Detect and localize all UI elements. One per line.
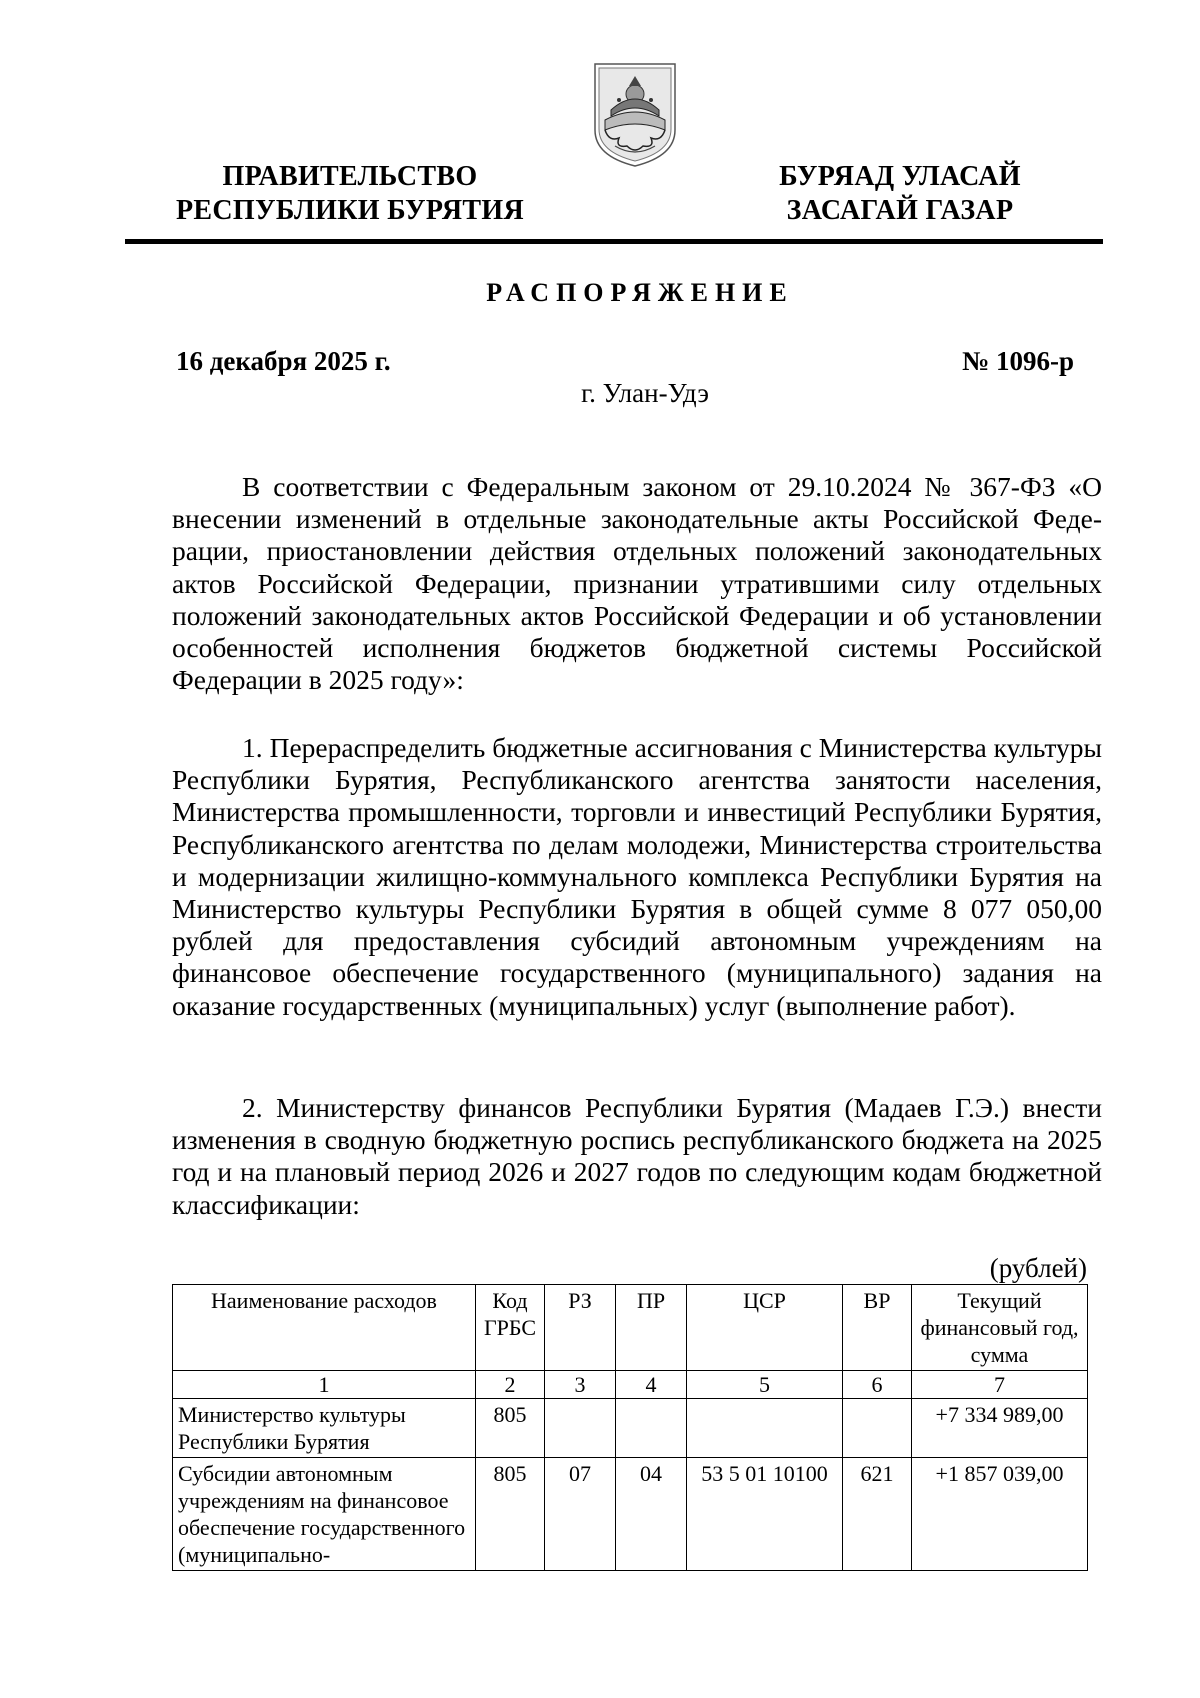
clause-1-paragraph <box>172 732 1102 1022</box>
header-left-line1: ПРАВИТЕЛЬСТВО <box>222 161 478 192</box>
header-cell: ПР <box>616 1285 687 1371</box>
budget-table <box>172 1284 1088 1571</box>
table-cell: 805 <box>476 1399 545 1458</box>
government-name-buryat <box>760 160 1040 228</box>
document-city: г. Улан-Удэ <box>581 378 709 408</box>
document-date: 16 декабря 2025 г. <box>176 346 391 376</box>
table-cell: Министерство культуры Республики Бурятия <box>173 1399 476 1458</box>
header-right-line2: ЗАСАГАЙ ГАЗАР <box>786 195 1014 226</box>
table-cell <box>843 1399 912 1458</box>
index-cell: 6 <box>843 1371 912 1399</box>
header-cell: ВР <box>843 1285 912 1371</box>
preamble-paragraph <box>172 471 1102 696</box>
header-right-line1: БУРЯАД УЛАСАЙ <box>779 161 1021 192</box>
paragraph-text: 2. Министерству финансов Республики Бурятия (Мадаев Г.Э.) внести изменения в сводную бюджетную роспись республиканского бюджета на 2025 год и на плановый период 2026 и 2027 годов по следующим кодам бюджетной классификации: <box>172 1092 1102 1220</box>
table-cell <box>616 1399 687 1458</box>
index-cell: 5 <box>687 1371 843 1399</box>
coat-of-arms-icon <box>589 60 681 168</box>
table-cell: 04 <box>616 1458 687 1571</box>
table-cell: +7 334 989,00 <box>912 1399 1088 1458</box>
index-cell: 3 <box>545 1371 616 1399</box>
table-cell: 07 <box>545 1458 616 1571</box>
paragraph-text: 1. Перераспределить бюджетные ассигнования с Министерства культуры Республики Бурятия, Республиканского агентства занятости населения, Министерства промышленности, торговли и инвестиций Республики Бурятия, Республиканского агентства по делам молодежи, Министерства строительства и модернизации жилищно-коммунального комплекса Республики Бурятия на Министерство культуры Республики Бурятия в общей сумме 8 077 050,00 рублей для предоставления субсидий автономным учреждениям на финансовое обеспечение государственного (муниципального) задания на оказание государственных (муниципальных) услуг (выполнение работ). <box>172 732 1102 1021</box>
header-cell: Код ГРБС <box>476 1285 545 1371</box>
table-cell <box>545 1399 616 1458</box>
table-cell: 621 <box>843 1458 912 1571</box>
document-title: РАСПОРЯЖЕНИЕ <box>486 278 794 307</box>
clause-2-paragraph <box>172 1092 1102 1221</box>
table-cell: 805 <box>476 1458 545 1571</box>
table-unit-label: (рублей) <box>989 1253 1087 1283</box>
government-name-russian <box>170 160 530 228</box>
document-number: № 1096-р <box>962 346 1074 376</box>
paragraph-text: В соответствии с Федеральным законом от 29.10.2024 № 367-ФЗ «О внесении изменений в отдельные законодательные акты Российской Федерации, приостановлении действия отдельных положений законодательных актов Российской Федерации, признании утратившими силу отдельных положений законодательных актов Российской Федерации и об установлении особенностей исполнения бюджетов бюджетной системы Российской Федерации в 2025 году»: <box>172 471 1102 696</box>
index-cell: 2 <box>476 1371 545 1399</box>
header-left-line2: РЕСПУБЛИКИ БУРЯТИЯ <box>176 195 524 226</box>
table-cell <box>687 1399 843 1458</box>
table-cell: 53 5 01 10100 <box>687 1458 843 1571</box>
table-header-row <box>173 1285 1088 1371</box>
index-cell: 4 <box>616 1371 687 1399</box>
header-cell: ЦСР <box>687 1285 843 1371</box>
header-cell: Наименование расходов <box>173 1285 476 1371</box>
table-row <box>173 1458 1088 1571</box>
header-cell: РЗ <box>545 1285 616 1371</box>
table-row <box>173 1399 1088 1458</box>
column-index-row <box>173 1371 1088 1399</box>
table-cell: +1 857 039,00 <box>912 1458 1088 1571</box>
index-cell: 7 <box>912 1371 1088 1399</box>
index-cell: 1 <box>173 1371 476 1399</box>
header-cell: Текущий финансовый год, сумма <box>912 1285 1088 1371</box>
table-cell: Субсидии автономным учреждениям на финансовое обеспечение государственного (муниципально- <box>173 1458 476 1571</box>
header-divider <box>125 239 1103 244</box>
